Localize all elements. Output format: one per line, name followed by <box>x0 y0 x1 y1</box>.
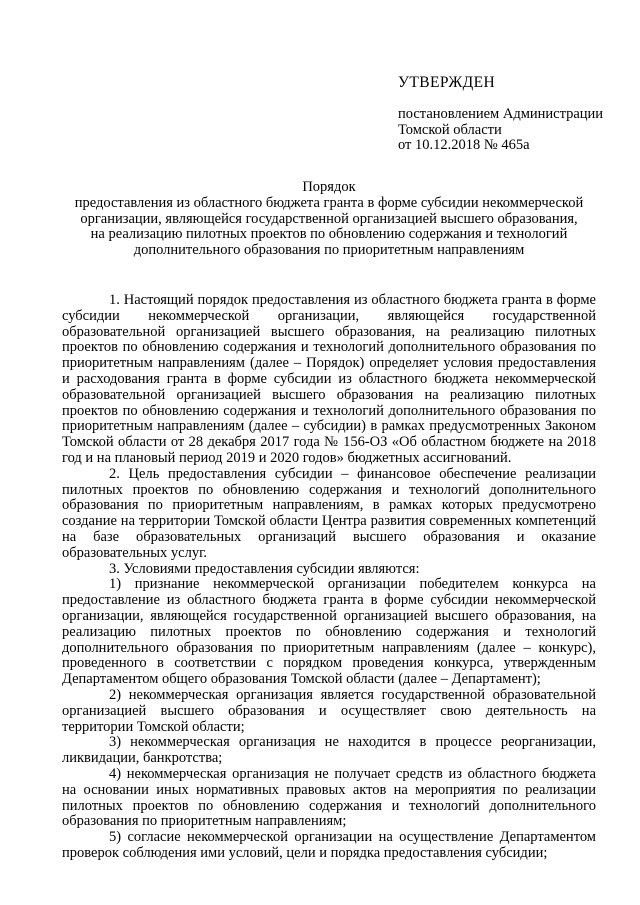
document-title <box>62 180 596 259</box>
title-line-3: на реализацию пилотных проектов по обновлению содержания и технологий <box>90 226 568 243</box>
title-line-4: дополнительного образования по приоритетным направлениям <box>133 242 525 259</box>
paragraph-3-2: 2) некоммерческая организация является государственной образовательной организацией высшего образования и осуществляет свою деятельность на территории Томской области; <box>62 686 596 735</box>
paragraph-3-3: 3) некоммерческая организация не находится в процессе реорганизации, ликвидации, банкротства; <box>62 734 596 767</box>
paragraph-1: 1. Настоящий порядок предоставления из областного бюджета гранта в форме субсидии некоммерческой организации, являющейся государственной образовательной организацией высшего образования, на реализацию пилотных проектов по обновлению содержания и технологий дополнительного образования по приоритетным направлениям (далее – Порядок) определяет условия предоставления и расходования гранта в форме субсидии из областного бюджета некоммерческой образовательной организацией высшего образования на реализацию пилотных проектов по обновлению содержания и технологий дополнительного образования по приоритетным направлениям (далее – субсидии) в рамках предусмотренных Законом Томской области от 28 декабря 2017 года № 156-ОЗ «Об областном бюджете на 2018 год и на плановый период 2019 и 2020 годов» бюджетных ассигнований. <box>62 292 596 466</box>
approval-line-2: Томской области <box>398 121 502 138</box>
approval-line-3: от 10.12.2018 № 465а <box>398 137 530 154</box>
paragraph-3-5: 5) согласие некоммерческой организации на осуществление Департаментом проверок соблюдения ими условий, цели и порядка предоставления субсидии; <box>62 829 596 861</box>
approval-heading: УТВЕРЖДЕН <box>398 74 496 91</box>
title-line-1: предоставления из областного бюджета гранта в форме субсидии некоммерческой <box>74 194 584 211</box>
paragraph-3-4: 4) некоммерческая организация не получает средств из областного бюджета на основании иных нормативных правовых актов на мероприятия по реализации пилотных проектов по обновлению содержания и технологий дополнительного образования по приоритетным направлениям; <box>62 765 596 830</box>
approval-line-1: постановлением Администрации <box>398 105 604 122</box>
paragraph-3: 3. Условиями предоставления субсидии являются: <box>109 560 420 577</box>
approval-block <box>398 75 618 154</box>
paragraph-3-1: 1) признание некоммерческой организации победителем конкурса на предоставление из областного бюджета гранта в форме субсидии некоммерческой организации, являющейся государственной организацией высшего образования, на реализацию пилотных проектов по обновлению содержания и технологий дополнительного образования по приоритетным направлениям (далее – конкурс), проведенного в соответствии с порядком проведения конкурса, утвержденным Департаментом общего образования Томской области (далее – Департамент); <box>62 576 596 688</box>
title-heading: Порядок <box>302 179 356 195</box>
paragraph-2: 2. Цель предоставления субсидии – финансовое обеспечение реализации пилотных проектов по обновлению содержания и технологий дополнительного образования по приоритетным направлениям, в рамках которых предусмотрено создание на территории Томской области Центра развития современных компетенций на базе образовательных организаций высшего образования и оказание образовательных услуг. <box>62 465 596 561</box>
document-body <box>62 293 596 862</box>
title-line-2: организации, являющейся государственной организацией высшего образования, <box>80 210 578 227</box>
